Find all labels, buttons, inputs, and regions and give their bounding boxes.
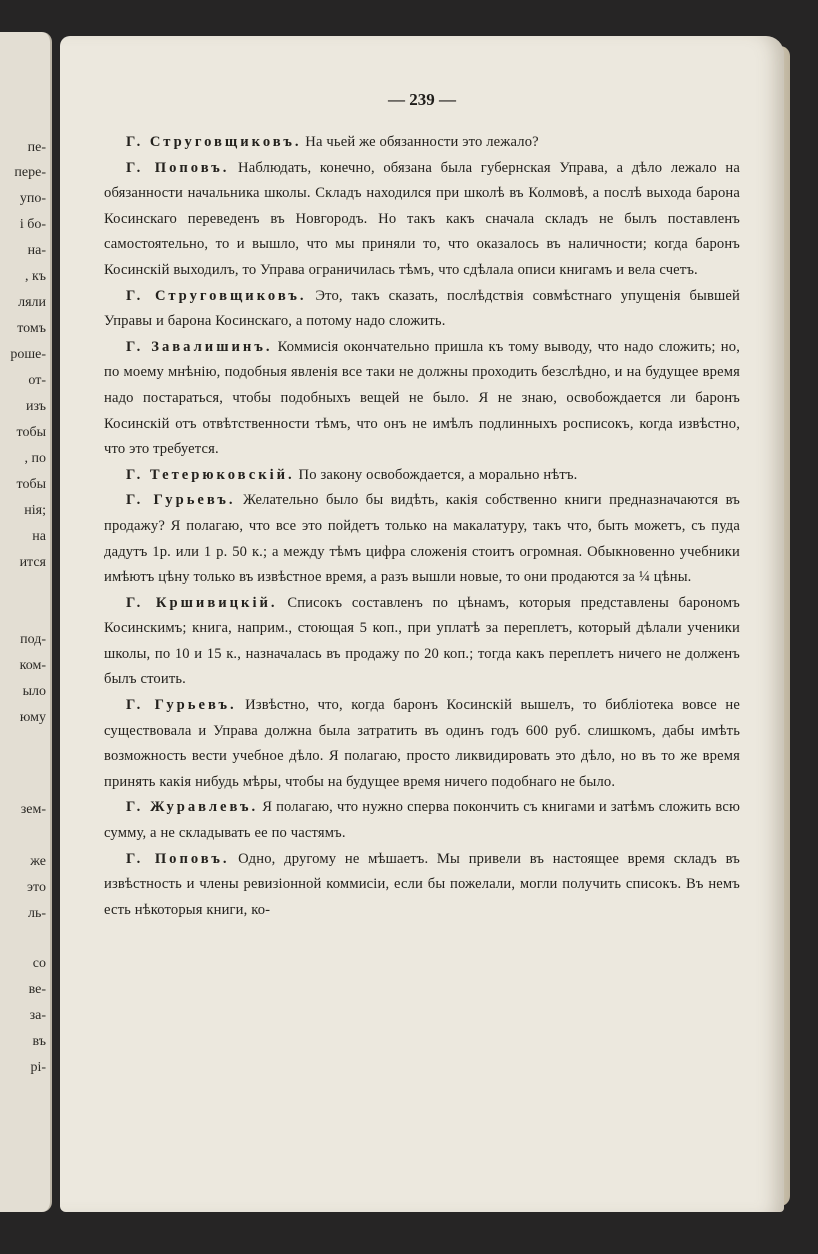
fragment: пе- (27, 140, 46, 155)
speech-text: Наблюдать, конечно, обязана была губернская Управа, а дѣло лежало на обязанности начальника школы. Складъ находился при школѣ въ Колмовѣ, а послѣ выхода барона Косинскаго переведенъ въ Новгородъ. Но такъ какъ сначала складъ не былъ поставленъ самостоятельно, то и вышло, что мы приняли то, что оказалось въ наличности; когда баронъ Косинскій выходилъ, то Управа ограничилась тѣмъ, что сдѣлала описи книгамъ и вела счетъ. (104, 159, 740, 278)
fragment: со (32, 956, 46, 971)
speaker-name: Г. Тетерюковскій. (126, 466, 295, 483)
fragment: ве- (28, 982, 46, 997)
speech-text: Извѣстно, что, когда баронъ Косинскій вышелъ, то библіотека вовсе не существовала и Управа должна была затратить въ одинъ годъ 600 руб. слишкомъ, дабы имѣть возможность вести учебное дѣло. Я полагаю, просто ликвидировать это дѣло, но въ то же время принять какія нибудь мѣры, чтобы на будущее время ничего подобнаго не было. (104, 697, 740, 790)
fragment: въ (32, 1034, 46, 1049)
fragment: роше- (10, 347, 46, 362)
paragraph (104, 591, 740, 693)
speech-text: Желательно было бы видѣть, какія собственно книги предназначаются въ продажу? Я полагаю, что все это пойдетъ только на макалатуру, такъ что, быть можетъ, съ пуда дадутъ 1р. или 1 р. 50 к.; а между тѣмъ цифра сложенія стоитъ огромная. Обыкновенно учебники имѣютъ цѣну только въ извѣстное время, а разъ вышли новые, то они продаются за ¼ цѣны. (104, 492, 740, 586)
fragment: за- (29, 1008, 46, 1023)
speaker-name: Г. Гурьевъ. (126, 492, 236, 509)
speech-text: Я полагаю, что нужно сперва покончить съ книгами и затѣмъ сложить всю сумму, а не складывать ее по частямъ. (104, 799, 740, 842)
fragment: ль- (27, 906, 46, 921)
fragment: упо- (19, 191, 46, 206)
speaker-name: Г. Гурьевъ. (126, 697, 237, 714)
fragment: рі- (30, 1060, 46, 1075)
speech-text: Коммисія окончательно пришла къ тому выводу, что надо сложить; но, по моему мнѣнію, подобныя явленія все таки не должны проходить безслѣдно, и на будущее время надо постараться, чтобы подобныхъ вещей не было. Я не знаю, освобождается ли баронъ Косинскій отъ отвѣтственности тѣмъ, что онъ не имѣлъ подлинныхъ росписокъ, когда извѣстно, что это требуется. (104, 338, 740, 458)
fragment: ляли (18, 295, 46, 310)
fragment: на- (27, 243, 46, 258)
paragraph (104, 488, 740, 590)
speech-text: Это, такъ сказать, послѣдствія совмѣстнаго упущенія бывшей Управы и барона Косинскаго, а потому надо сложить. (104, 287, 740, 330)
page-number: — 239 — (388, 90, 456, 109)
fragment: , къ (24, 269, 46, 284)
fragment: , по (24, 451, 46, 466)
speaker-name: Г. Поповъ. (126, 850, 230, 867)
speaker-name: Г. Кршивицкій. (126, 594, 278, 611)
fragment: пере- (14, 165, 46, 180)
paragraph (104, 847, 740, 924)
book-page (60, 36, 784, 1212)
fragment: же (30, 854, 46, 869)
paragraph (104, 130, 740, 156)
fragment: зем- (20, 802, 46, 817)
fragment: нія; (24, 503, 46, 518)
speech-text: Списокъ составленъ по цѣнамъ, которыя представлены барономъ Косинскимъ; книга, наприм., стоющая 5 коп., при уплатѣ за переплетъ, который дѣлали ученики школы, по 10 и 15 к., назначалась въ продажу по 20 коп.; тогда какъ переплетъ ничего не долженъ былъ стоить. (104, 594, 740, 688)
fragment: изъ (25, 399, 46, 414)
paragraph (104, 693, 740, 795)
fragment: от- (28, 373, 46, 388)
speech-text: Одно, другому не мѣшаетъ. Мы привели въ настоящее время складъ въ извѣстность и члены ревизіонной коммисіи, если бы пожелали, могли получить списокъ. Въ немъ есть нѣкоторыя книги, ко- (104, 850, 740, 918)
page-text (104, 130, 740, 923)
fragment: на (32, 529, 46, 544)
fragment: это (27, 880, 46, 895)
paragraph (104, 284, 740, 335)
fragment: под- (20, 632, 46, 647)
speaker-name: Г. Струговщиковъ. (126, 287, 307, 304)
fragment: ыло (22, 684, 46, 699)
fragment: і бо- (19, 217, 46, 232)
paragraph (104, 335, 740, 463)
fragment: томъ (17, 321, 46, 336)
paragraph (104, 795, 740, 846)
fragment: ком- (19, 658, 46, 673)
speaker-name: Г. Поповъ. (126, 159, 230, 176)
paragraph (104, 463, 740, 489)
speaker-name: Г. Струговщиковъ. (126, 134, 302, 150)
speaker-name: Г. Журавлевъ. (126, 799, 259, 816)
paragraph (104, 156, 740, 284)
previous-page-edge (0, 32, 52, 1212)
speaker-name: Г. Завалишинъ. (126, 338, 273, 355)
fragment: тобы (16, 425, 46, 440)
fragment: ится (19, 555, 46, 570)
speech-text: На чьей же обязанности это лежало? (301, 134, 539, 150)
speech-text: По закону освобождается, а морально нѣтъ. (294, 466, 578, 483)
fragment: тобы (16, 477, 46, 492)
fragment: юму (19, 710, 46, 725)
